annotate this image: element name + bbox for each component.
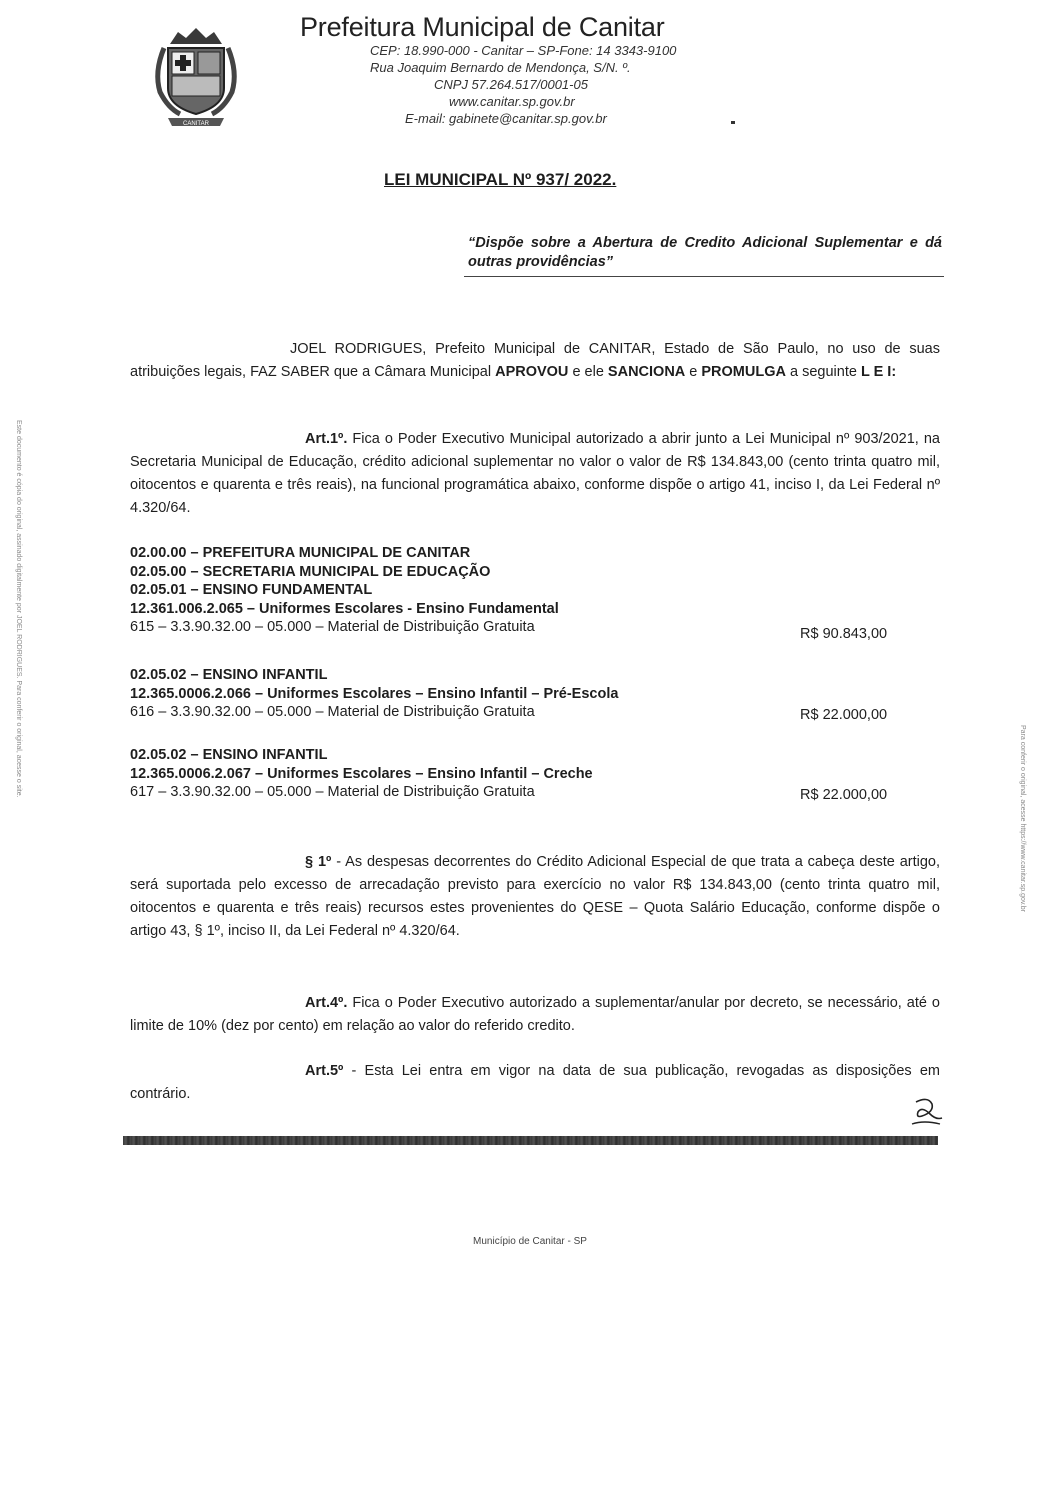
footer-text: Município de Canitar - SP: [473, 1236, 587, 1247]
header-cnpj: CNPJ 57.264.517/0001-05: [434, 77, 588, 92]
crest-banner-text: CANITAR: [183, 121, 209, 127]
municipal-crest-logo: [150, 22, 242, 130]
footer-rule: [123, 1136, 938, 1145]
preamble-paragraph: JOEL RODRIGUES, Prefeito Municipal de CANITAR, Estado de São Paulo, no uso de suas atribuições legais, FAZ SABER que a Câmara Municipal APROVOU e ele SANCIONA e PROMULGA a seguinte L E I:: [130, 341, 940, 380]
header-email: E-mail: gabinete@canitar.sp.gov.br: [405, 111, 607, 126]
law-title: LEI MUNICIPAL Nº 937/ 2022.: [384, 170, 617, 189]
article-4: Art.4º. Fica o Poder Executivo autorizado a suplementar/anular por decreto, se necessário, até o limite de 10% (dez por cento) em relação ao valor do referido credito.: [130, 995, 940, 1034]
signature-initial: [906, 1094, 948, 1128]
header-website: www.canitar.sp.gov.br: [449, 94, 575, 109]
side-verification-right: Para conferir o original, acesse https://www.canitar.sp.gov.br: [1019, 725, 1026, 913]
budget-amount-2: R$ 22.000,00: [800, 707, 888, 723]
side-verification-left: Este documento é cópia do original, assinado digitalmente por JOEL RODRIGUES. Para conferir o original, acesse o site.: [15, 420, 22, 798]
budget-block-3: 02.05.02 – ENSINO INFANTIL 12.365.0006.2.067 – Uniformes Escolares – Ensino Infantil – Creche 617 – 3.3.90.32.00 – 05.000 – Material de Distribuição Gratuita: [130, 747, 593, 800]
budget-amount-3: R$ 22.000,00: [800, 787, 888, 803]
scan-speck: [731, 121, 735, 124]
paragraph-1-label: § 1º: [305, 854, 332, 870]
header-address: Rua Joaquim Bernardo de Mendonça, S/N. º.: [370, 60, 631, 75]
budget-amount-1: R$ 90.843,00: [800, 626, 888, 642]
article-1-label: Art.1º.: [305, 431, 348, 447]
budget-block-1: 02.00.00 – PREFEITURA MUNICIPAL DE CANITAR 02.05.00 – SECRETARIA MUNICIPAL DE EDUCAÇÃO 02.05.01 – ENSINO FUNDAMENTAL 12.361.006.2.065 – Uniformes Escolares - Ensino Fundamental 615 – 3.3.90.32.00 – 05.000 – Material de Distribuição Gratuita: [130, 545, 559, 635]
article-1: Art.1º. Fica o Poder Executivo Municipal autorizado a abrir junto a Lei Municipal nº 903/2021, na Secretaria Municipal de Educação, crédito adicional suplementar no valor o valor de R$ 134.843,00 (cento trinta quatro mil, oitocentos e quarenta e três reais), na funcional programática abaixo, conforme dispõe o artigo 41, inciso I, da Lei Federal nº 4.320/64.: [130, 431, 940, 516]
article-4-label: Art.4º.: [305, 995, 348, 1011]
paragraph-1: § 1º - As despesas decorrentes do Crédito Adicional Especial de que trata a cabeça deste artigo, será suportada pelo excesso de arrecadação previsto para exercício no valor R$ 134.843,00 (cento trinta quatro mil, oitocentos e quarenta e três reais) recursos estes provenientes do QESE – Quota Salário Educação, conforme dispõe o artigo 43, § 1º, inciso II, da Lei Federal nº 4.320/64.: [130, 854, 941, 939]
article-5: Art.5º - Esta Lei entra em vigor na data de sua publicação, revogadas as disposições em contrário.: [130, 1063, 940, 1102]
header-title: Prefeitura Municipal de Canitar: [300, 12, 665, 42]
header-cep-phone: CEP: 18.990-000 - Canitar – SP-Fone: 14 3343-9100: [370, 43, 677, 58]
mayor-name: JOEL RODRIGUES,: [290, 341, 427, 357]
budget-block-2: 02.05.02 – ENSINO INFANTIL 12.365.0006.2.066 – Uniformes Escolares – Ensino Infantil – Pré-Escola 616 – 3.3.90.32.00 – 05.000 – Material de Distribuição Gratuita: [130, 667, 619, 720]
ementa: “Dispõe sobre a Abertura de Credito Adicional Suplementar e dá outras providências”: [468, 235, 942, 270]
article-5-label: Art.5º: [305, 1063, 344, 1079]
ementa-rule: [464, 276, 944, 277]
